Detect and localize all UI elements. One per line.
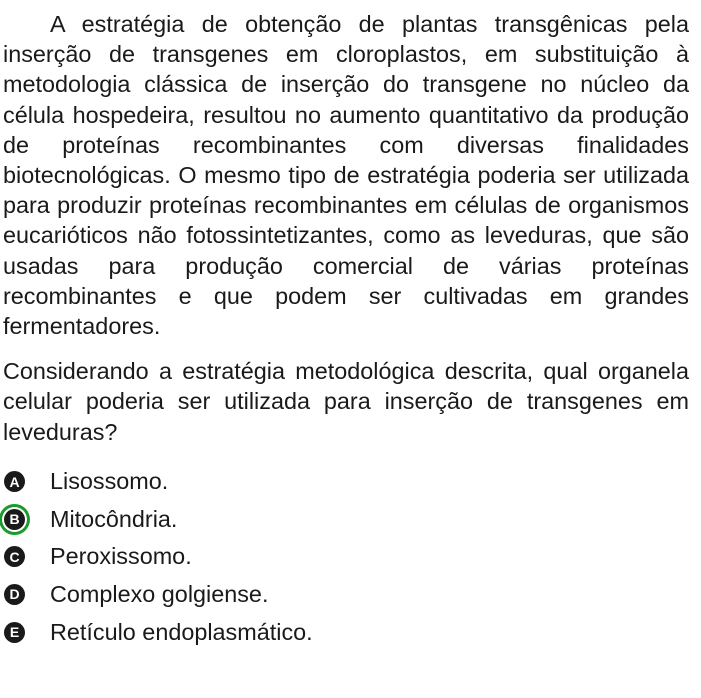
option-letter-e: E — [4, 622, 25, 643]
option-text-d: Complexo golgiense. — [50, 580, 269, 607]
option-text-e: Retículo endoplasmático. — [50, 618, 313, 645]
option-letter-a: A — [4, 471, 25, 492]
option-a[interactable] — [3, 463, 689, 501]
option-letter-d: D — [4, 584, 25, 605]
option-d[interactable] — [3, 576, 689, 614]
question-block — [3, 9, 689, 651]
question-paragraph: A estratégia de obtenção de plantas transgênicas pela inserção de transgenes em cloroplastos, em substituição à metodologia clássica de inserção do transgene no núcleo da célula hospedeira, resultou no aumento quantitativo da produção de proteínas recombinantes com diversas finalidades biotecnológicas. O mesmo tipo de estratégia poderia ser utilizada para produzir proteínas recombinantes em células de organismos eucarióticos não fotossintetizantes, como as leveduras, que são usadas para produção comercial de várias proteínas recombinantes e que podem ser cultivadas em grandes fermentadores. — [3, 11, 689, 340]
option-text-c: Peroxissomo. — [50, 543, 192, 570]
answer-options — [3, 463, 689, 651]
option-letter-c: C — [4, 546, 25, 567]
option-c[interactable] — [3, 538, 689, 576]
option-e[interactable] — [3, 613, 689, 651]
question-stem: Considerando a estratégia metodológica descrita, qual organela celular poderia ser utilizada para inserção de transgenes em leveduras? — [3, 358, 689, 445]
option-text-b: Mitocôndria. — [50, 505, 178, 532]
option-letter-b: B — [4, 509, 25, 530]
option-b[interactable] — [3, 500, 689, 538]
option-text-a: Lisossomo. — [50, 468, 169, 495]
